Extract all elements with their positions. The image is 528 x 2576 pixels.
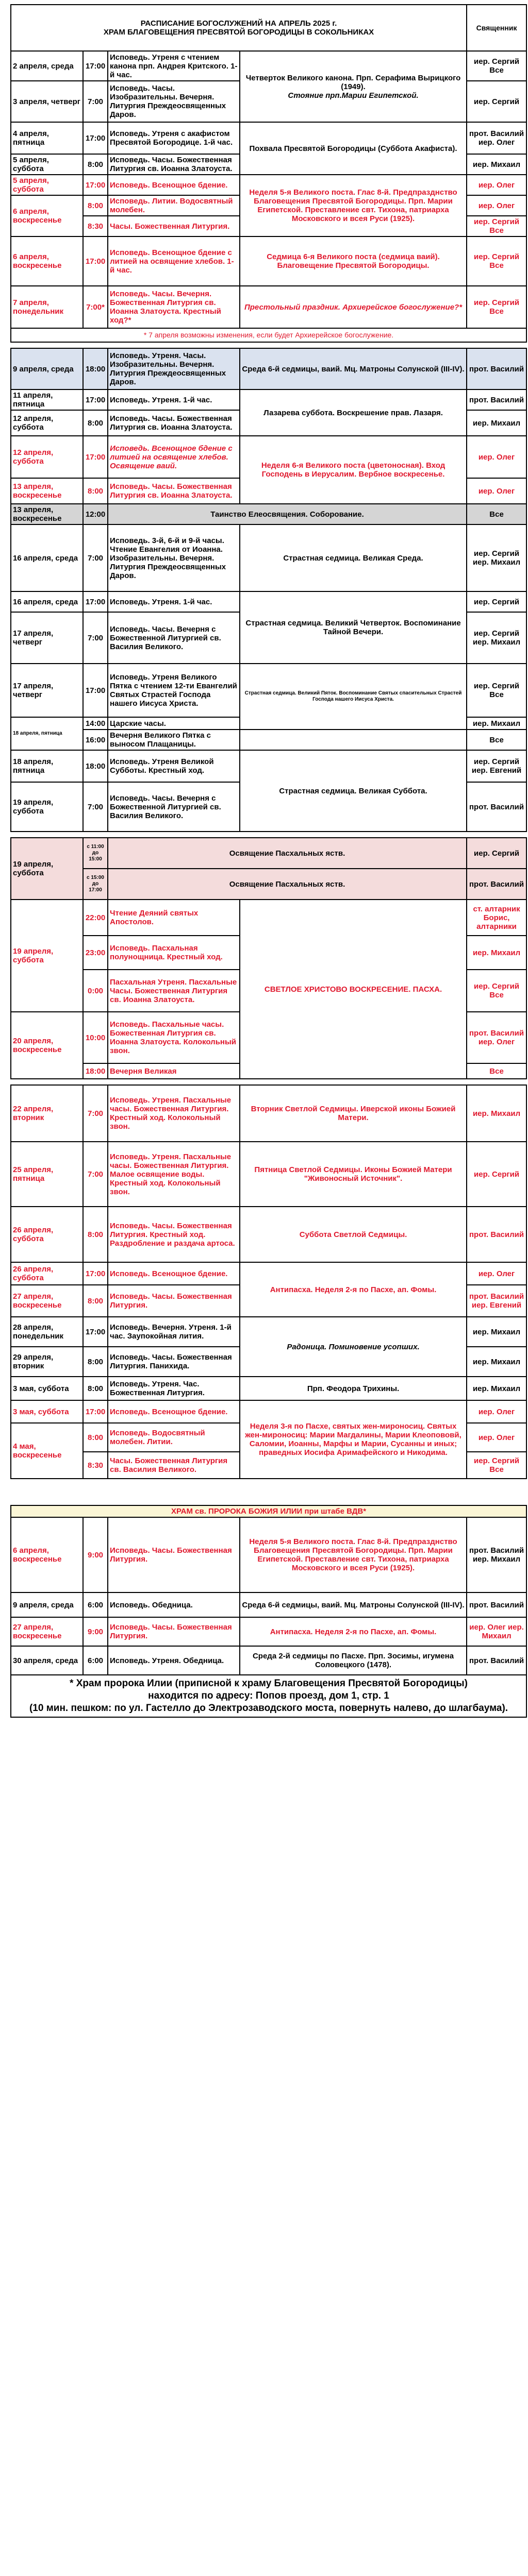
schedule-cell: Исповедь. Утреня. Пасхальные часы. Божественная Литургия. Малое освящение воды. Крестный ход. Колокольный звон. xyxy=(108,1142,240,1207)
table-row xyxy=(11,591,526,612)
schedule-cell: 12 апреля, суббота xyxy=(11,436,83,478)
schedule-cell: прот. Василий xyxy=(467,782,526,832)
schedule-cell: 11 апреля, пятница xyxy=(11,389,83,410)
table-row xyxy=(11,236,526,286)
schedule-cell: Исповедь. Утреня. Обедница. xyxy=(108,1646,240,1675)
table-row xyxy=(11,122,526,154)
schedule-cell: 8:30 xyxy=(83,216,108,236)
schedule-cell: Все xyxy=(467,730,526,750)
page-title: РАСПИСАНИЕ БОГОСЛУЖЕНИЙ НА АПРЕЛЬ 2025 г. ХРАМ БЛАГОВЕЩЕНИЯ ПРЕСВЯТОЙ БОГОРОДИЦЫ В СОКОЛЬНИКАХ xyxy=(11,5,467,51)
schedule-cell: Исповедь. Утреня. 1-й час. xyxy=(108,591,240,612)
schedule-cell: прот. Василий xyxy=(467,1592,526,1617)
schedule-cell: иер. Сергий xyxy=(467,838,526,869)
table-row xyxy=(11,1400,526,1423)
table-row xyxy=(11,730,526,750)
schedule-cell: 3 мая, суббота xyxy=(11,1377,83,1400)
schedule-cell: Исповедь. Утреня Великого Пятка с чтением 12-ти Евангелий Святых Страстей Господа нашего Иисуса Христа. xyxy=(108,664,240,717)
schedule-cell: 27 апреля, воскресенье xyxy=(11,1617,83,1646)
schedule-cell: 18:00 xyxy=(83,750,108,782)
schedule-cell: Часы. Божественная Литургия св. Василия Великого. xyxy=(108,1452,240,1479)
schedule-cell: Исповедь. Всенощное бдение. xyxy=(108,1262,240,1285)
table-row xyxy=(11,175,526,195)
schedule-cell: иер. Олег xyxy=(467,1423,526,1452)
note-row xyxy=(11,328,526,342)
schedule-cell: Исповедь. Обедница. xyxy=(108,1592,240,1617)
schedule-cell: 17 апреля, четверг xyxy=(11,664,83,717)
schedule-cell: 6 апреля, воскресенье xyxy=(11,1517,83,1592)
schedule-cell: 18:00 xyxy=(83,348,108,389)
schedule-cell: Все xyxy=(467,1063,526,1079)
schedule-cell: Исповедь. Часы. Вечерня с Божественной Литургией св. Василия Великого. xyxy=(108,612,240,664)
schedule-cell: 8:00 xyxy=(83,154,108,175)
schedule-cell: 17:00 xyxy=(83,1317,108,1347)
schedule-cell: иер. Михаил xyxy=(467,717,526,730)
schedule-cell: Среда 6-й седмицы, ваий. Мц. Матроны Солунской (III-IV). xyxy=(240,1592,467,1617)
schedule-cell: Четверток Великого канона. Прп. Серафима Вырицкого (1949). xyxy=(245,73,461,91)
schedule-cell: Исповедь. Часы. Божественная Литургия. xyxy=(108,1617,240,1646)
schedule-cell: иер. Сергий Все xyxy=(467,286,526,328)
schedule-cell: 8:00 xyxy=(83,1423,108,1452)
schedule-cell: иер. Сергий Все xyxy=(467,236,526,286)
table-row xyxy=(11,1646,526,1675)
schedule-cell: Стояние прп.Марии Египетской. xyxy=(288,91,419,100)
schedule-cell: 16:00 xyxy=(83,730,108,750)
schedule-cell: Исповедь. Пасхальная полунощница. Крестный ход. xyxy=(108,936,240,970)
schedule-cell: Страстная седмица. Великая Суббота. xyxy=(240,750,467,832)
schedule-cell: 17:00 xyxy=(83,122,108,154)
schedule-cell: прот. Василий иер. Олег xyxy=(467,1012,526,1063)
schedule-cell: прот. Василий иер. Олег xyxy=(467,122,526,154)
schedule-cell: Царские часы. xyxy=(108,717,240,730)
schedule-cell: 26 апреля, суббота xyxy=(11,1262,83,1285)
schedule-cell: иер. Олег xyxy=(467,1400,526,1423)
schedule-cell: 7:00 xyxy=(83,81,108,122)
schedule-cell: Вечерня Великая xyxy=(108,1063,240,1079)
schedule-cell: 19 апреля, суббота xyxy=(11,838,83,900)
schedule-cell: 9 апреля, среда xyxy=(11,348,83,389)
schedule-cell: иер. Сергий иер. Евгений xyxy=(467,750,526,782)
schedule-cell: Исповедь. Утреня с чтением канона прп. Андрея Критского. 1-й час. xyxy=(108,51,240,81)
schedule-cell: 5 апреля, суббота xyxy=(11,175,83,195)
schedule-cell: иер. Олег иер. Михаил xyxy=(467,1617,526,1646)
schedule-cell: Таинство Елеосвящения. Соборование. xyxy=(108,504,467,524)
table-row xyxy=(11,1617,526,1646)
table-row xyxy=(11,1377,526,1400)
schedule-cell: иер. Михаил xyxy=(467,1347,526,1377)
schedule-cell: Исповедь. Часы. Божественная Литургия. xyxy=(108,1517,240,1592)
schedule-cell: 8:00 xyxy=(83,478,108,504)
schedule-cell: иер. Сергий xyxy=(467,81,526,122)
schedule-cell: 8:00 xyxy=(83,410,108,436)
schedule-cell: иер. Михаил xyxy=(467,1317,526,1347)
schedule-cell: Все xyxy=(467,504,526,524)
schedule-cell: Исповедь. Всенощное бдение с литией на освящение хлебов. Освящение ваий. xyxy=(108,436,240,478)
schedule-cell: Исповедь. Утреня. Час. Божественная Литургия. xyxy=(108,1377,240,1400)
schedule-cell: прот. Василий xyxy=(467,869,526,900)
schedule-cell: иер. Михаил xyxy=(467,1377,526,1400)
schedule-cell: 19 апреля, суббота xyxy=(11,782,83,832)
priest-header: Священник xyxy=(467,5,526,51)
schedule-cell: 27 апреля, воскресенье xyxy=(11,1285,83,1317)
schedule-cell: 8:00 xyxy=(83,1207,108,1262)
table-row xyxy=(11,838,526,869)
schedule-cell: 13 апреля, воскресенье xyxy=(11,504,83,524)
schedule-cell: Неделя 6-я Великого поста (цветоносная). Вход Господень в Иерусалим. Вербное воскресенье. xyxy=(240,436,467,504)
schedule-cell: 2 апреля, среда xyxy=(11,51,83,81)
table-row xyxy=(11,504,526,524)
schedule-cell: 16 апреля, среда xyxy=(11,591,83,612)
schedule-cell: прот. Василий иер. Евгений xyxy=(467,1285,526,1317)
schedule-cell: прот. Василий xyxy=(467,1207,526,1262)
schedule-cell: 10:00 xyxy=(83,1012,108,1063)
schedule-cell: 22:00 xyxy=(83,900,108,936)
schedule-cell: Исповедь. Пасхальные часы. Божественная Литургия св. Иоанна Златоуста. Колокольный звон. xyxy=(108,1012,240,1063)
schedule-cell: Страстная седмица. Великая Среда. xyxy=(240,524,467,591)
schedule-cell: Исповедь. Часы. Вечерня. Божественная Литургия св. Иоанна Златоуста. Крестный ход?* xyxy=(108,286,240,328)
schedule-cell: 7:00 xyxy=(83,612,108,664)
schedule-cell: Антипасха. Неделя 2-я по Пасхе, ап. Фомы. xyxy=(240,1262,467,1317)
schedule-cell: 17:00 xyxy=(83,389,108,410)
schedule-cell: 17:00 xyxy=(83,1262,108,1285)
schedule-cell: иер. Сергий иер. Михаил xyxy=(467,524,526,591)
schedule-cell: прот. Василий xyxy=(467,1646,526,1675)
schedule-cell: иер. Сергий xyxy=(467,591,526,612)
schedule-cell: 18 апреля, пятница xyxy=(11,750,83,782)
table-row xyxy=(11,389,526,410)
schedule-cell: Исповедь. Всенощное бдение с литией на освящение хлебов. 1-й час. xyxy=(108,236,240,286)
schedule-cell: с 11:00 до 15:00 xyxy=(83,838,108,869)
schedule-cell: 6:00 xyxy=(83,1592,108,1617)
schedule-cell: Исповедь. Всенощное бдение. xyxy=(108,1400,240,1423)
schedule-cell: 26 апреля, суббота xyxy=(11,1207,83,1262)
schedule-cell: 29 апреля, вторник xyxy=(11,1347,83,1377)
schedule-cell: иер. Олег xyxy=(467,175,526,195)
schedule-cell: Освящение Пасхальных яств. xyxy=(108,869,467,900)
schedule-cell: иер. Сергий иер. Михаил xyxy=(467,612,526,664)
schedule-cell: Страстная седмица. Великий Пяток. Воспоминание Святых спасительных Страстей Господа нашего Иисуса Христа. xyxy=(240,664,467,730)
schedule-cell: иер. Сергий Все xyxy=(467,51,526,81)
table-row xyxy=(11,664,526,717)
schedule-cell: 18:00 xyxy=(83,1063,108,1079)
schedule-cell: 8:00 xyxy=(83,195,108,216)
table-row xyxy=(11,1207,526,1262)
schedule-cell: 17:00 xyxy=(83,591,108,612)
schedule-cell: иер. Михаил xyxy=(467,936,526,970)
schedule-cell: Исповедь. Часы. Вечерня с Божественной Литургией св. Василия Великого. xyxy=(108,782,240,832)
schedule-cell: Прп. Феодора Трихины. xyxy=(240,1377,467,1400)
schedule-cell: 30 апреля, среда xyxy=(11,1646,83,1675)
schedule-cell: 8:00 xyxy=(83,1285,108,1317)
schedule-cell: 19 апреля, суббота xyxy=(11,900,83,1012)
schedule-cell: 16 апреля, среда xyxy=(11,524,83,591)
table-row xyxy=(11,869,526,900)
schedule-cell: Исповедь. Часы. Божественная Литургия. Панихида. xyxy=(108,1347,240,1377)
schedule-cell: 14:00 xyxy=(83,717,108,730)
schedule-cell: 7:00 xyxy=(83,1085,108,1142)
schedule-table xyxy=(10,4,527,1718)
schedule-cell: 3 апреля, четверг xyxy=(11,81,83,122)
schedule-cell: Неделя 3-я по Пасхе, святых жен-мироносиц. Святых жен-мироносиц: Марии Магдалины, Марии Клеопововй, Саломии, Иоанны, Марфы и Марии, Сусанны и иных; праведных Иосифа Аримафейского и Никодима. xyxy=(240,1400,467,1479)
schedule-cell: 12:00 xyxy=(83,504,108,524)
schedule-cell: иер. Сергий Все xyxy=(467,216,526,236)
schedule-cell: 4 апреля, пятница xyxy=(11,122,83,154)
schedule-cell: 7:00 xyxy=(83,524,108,591)
table-row xyxy=(11,1517,526,1592)
schedule-cell: 4 мая, воскресенье xyxy=(11,1423,83,1479)
schedule-cell: 9:00 xyxy=(83,1517,108,1592)
table-row xyxy=(11,524,526,591)
schedule-cell: Среда 6-й седмицы, ваий. Мц. Матроны Солунской (III-IV). xyxy=(240,348,467,389)
schedule-cell: СВЕТЛОЕ ХРИСТОВО ВОСКРЕСЕНИЕ. ПАСХА. xyxy=(240,900,467,1079)
schedule-cell: 5 апреля, суббота xyxy=(11,154,83,175)
schedule-page xyxy=(10,4,526,1718)
schedule-cell: 17:00 xyxy=(83,1400,108,1423)
schedule-cell: 17:00 xyxy=(83,664,108,717)
schedule-cell: иер. Сергий Все xyxy=(467,664,526,717)
schedule-cell: иер. Сергий xyxy=(467,1142,526,1207)
table-row xyxy=(11,436,526,478)
schedule-cell: 7:00 xyxy=(83,1142,108,1207)
schedule-cell: Исповедь. Вечерня. Утреня. 1-й час. Заупокойная лития. xyxy=(108,1317,240,1347)
schedule-cell: 23:00 xyxy=(83,936,108,970)
address-footer: * Храм пророка Илии (приписной к храму Благовещения Пресвятой Богородицы) находится по адресу: Попов проезд, дом 1, стр. 1 (10 мин. пешком: по ул. Гастелло до Электрозаводского моста, повернуть налево, до шлагбаума). xyxy=(11,1675,526,1717)
schedule-cell: Исповедь. Часы. Божественная Литургия. xyxy=(108,1285,240,1317)
schedule-cell: 6 апреля, воскресенье xyxy=(11,236,83,286)
schedule-cell: 17:00 xyxy=(83,436,108,478)
schedule-cell: 6 апреля, воскресенье xyxy=(11,195,83,236)
schedule-cell: 9 апреля, среда xyxy=(11,1592,83,1617)
schedule-cell: 8:00 xyxy=(83,1347,108,1377)
table-row xyxy=(11,1142,526,1207)
table-row xyxy=(11,1592,526,1617)
schedule-cell: иер. Сергий Все xyxy=(467,1452,526,1479)
schedule-cell: прот. Василий xyxy=(467,389,526,410)
schedule-cell: с 15:00 до 17:00 xyxy=(83,869,108,900)
schedule-cell: прот. Василий иер. Михаил xyxy=(467,1517,526,1592)
schedule-cell: Исповедь. Утреня с акафистом Пресвятой Богородице. 1-й час. xyxy=(108,122,240,154)
table-row xyxy=(11,1262,526,1285)
table-row xyxy=(11,1317,526,1347)
schedule-cell: иер. Михаил xyxy=(467,1085,526,1142)
schedule-cell: Лазарева суббота. Воскрешение прав. Лазаря. xyxy=(240,389,467,436)
schedule-cell: прот. Василий xyxy=(467,348,526,389)
schedule-cell: иер. Олег xyxy=(467,1262,526,1285)
schedule-cell: Вечерня Великого Пятка с выносом Плащаницы. xyxy=(108,730,240,750)
ilia-title: ХРАМ св. ПРОРОКА БОЖИЯ ИЛИИ при штабе ВДВ* xyxy=(11,1505,526,1517)
schedule-cell: Пасхальная Утреня. Пасхальные Часы. Божественная Литургия св. Иоанна Златоуста. xyxy=(108,970,240,1012)
schedule-cell: 7:00* xyxy=(83,286,108,328)
schedule-cell: 17:00 xyxy=(83,236,108,286)
schedule-cell: Радоница. Поминовение усопших. xyxy=(240,1317,467,1377)
footer-row xyxy=(11,1675,526,1717)
schedule-cell: 18 апреля, пятница xyxy=(11,717,83,750)
schedule-cell: Исповедь. Часы. Божественная Литургия. Крестный ход. Раздробление и раздача артоса. xyxy=(108,1207,240,1262)
schedule-cell: 7:00 xyxy=(83,782,108,832)
schedule-cell: Исповедь. Часы. Божественная Литургия св. Иоанна Златоуста. xyxy=(108,154,240,175)
schedule-cell: 20 апреля, воскресенье xyxy=(11,1012,83,1079)
schedule-cell: 8:30 xyxy=(83,1452,108,1479)
schedule-cell: 0:00 xyxy=(83,970,108,1012)
schedule-cell: Освящение Пасхальных яств. xyxy=(108,838,467,869)
schedule-cell: Вторник Светлой Седмицы. Иверской иконы Божией Матери. xyxy=(240,1085,467,1142)
schedule-cell: Седмица 6-я Великого поста (седмица ваий). Благовещение Пресвятой Богородицы. xyxy=(240,236,467,286)
schedule-cell: 6:00 xyxy=(83,1646,108,1675)
schedule-cell: 17:00 xyxy=(83,51,108,81)
schedule-cell: иер. Сергий Все xyxy=(467,970,526,1012)
schedule-cell: 3 мая, суббота xyxy=(11,1400,83,1423)
schedule-cell: Престольный праздник. Архиерейское богослужение?* xyxy=(240,286,467,328)
schedule-cell: Чтение Деяний святых Апостолов. xyxy=(108,900,240,936)
schedule-cell: 28 апреля, понедельник xyxy=(11,1317,83,1347)
schedule-cell: иер. Олег xyxy=(467,478,526,504)
schedule-cell: Исповедь. Литии. Водосвятный молебен. xyxy=(108,195,240,216)
schedule-cell: 9:00 xyxy=(83,1617,108,1646)
schedule-cell: Исповедь. Утреня. Пасхальные часы. Божественная Литургия. Крестный ход. Колокольный звон. xyxy=(108,1085,240,1142)
table-row xyxy=(11,348,526,389)
schedule-cell: 7 апреля, понедельник xyxy=(11,286,83,328)
schedule-cell: иер. Олег xyxy=(467,195,526,216)
schedule-cell: 17:00 xyxy=(83,175,108,195)
schedule-cell: 17 апреля, четверг xyxy=(11,612,83,664)
schedule-cell: иер. Олег xyxy=(467,436,526,478)
schedule-cell: Исповедь. 3-й, 6-й и 9-й часы. Чтение Евангелия от Иоанна. Изобразительны. Вечерня. Литургия Преждеосвященных Даров. xyxy=(108,524,240,591)
schedule-cell: Пятница Светлой Седмицы. Иконы Божией Матери "Живоносный Источник". xyxy=(240,1142,467,1207)
schedule-cell: Исповедь. Утреня. Часы. Изобразительны. Вечерня. Литургия Преждеосвященных Даров. xyxy=(108,348,240,389)
schedule-cell: Похвала Пресвятой Богородицы (Суббота Акафиста). xyxy=(240,122,467,175)
schedule-cell: Суббота Светлой Седмицы. xyxy=(240,1207,467,1262)
schedule-cell: Исповедь. Утреня Великой Субботы. Крестный ход. xyxy=(108,750,240,782)
table-row xyxy=(11,900,526,936)
schedule-cell: Антипасха. Неделя 2-я по Пасхе, ап. Фомы. xyxy=(240,1617,467,1646)
schedule-cell: иер. Михаил xyxy=(467,154,526,175)
schedule-cell: 25 апреля, пятница xyxy=(11,1142,83,1207)
schedule-cell: Часы. Божественная Литургия. xyxy=(108,216,240,236)
schedule-cell: Среда 2-й седмицы по Пасхе. Прп. Зосимы, игумена Соловецкого (1478). xyxy=(240,1646,467,1675)
table-row xyxy=(11,51,526,81)
schedule-cell: Исповедь. Всенощное бдение. xyxy=(108,175,240,195)
schedule-cell: ст. алтарник Борис, алтарники xyxy=(467,900,526,936)
schedule-cell: Исповедь. Утреня. 1-й час. xyxy=(108,389,240,410)
schedule-cell: * 7 апреля возможны изменения, если будет Архиерейское богослужение. xyxy=(11,328,526,342)
schedule-cell: Неделя 5-я Великого поста. Глас 8-й. Предпразднство Благовещения Пресвятой Богородицы. Прп. Марии Египетской. Преставление свт. Тихона, патриарха Московского и всея Руси (1925). xyxy=(240,175,467,236)
schedule-cell: 8:00 xyxy=(83,1377,108,1400)
schedule-cell: 12 апреля, суббота xyxy=(11,410,83,436)
schedule-cell: Исповедь. Часы. Изобразительны. Вечерня. Литургия Преждеосвященных Даров. xyxy=(108,81,240,122)
schedule-cell: Исповедь. Водосвятный молебен. Литии. xyxy=(108,1423,240,1452)
schedule-cell: Исповедь. Часы. Божественная Литургия св. Иоанна Златоуста. xyxy=(108,410,240,436)
schedule-cell: Исповедь. Часы. Божественная Литургия св. Иоанна Златоуста. xyxy=(108,478,240,504)
table-row xyxy=(11,1085,526,1142)
schedule-cell: иер. Михаил xyxy=(467,410,526,436)
schedule-cell: Страстная седмица. Великий Четверток. Воспоминание Тайной Вечери. xyxy=(240,591,467,664)
schedule-cell: 13 апреля, воскресенье xyxy=(11,478,83,504)
schedule-cell: 22 апреля, вторник xyxy=(11,1085,83,1142)
schedule-cell: Неделя 5-я Великого поста. Глас 8-й. Предпразднство Благовещения Пресвятой Богородицы. Прп. Марии Египетской. Преставление свт. Тихона, патриарха Московского и всея Руси (1925). xyxy=(240,1517,467,1592)
table-row xyxy=(11,286,526,328)
table-row xyxy=(11,750,526,782)
